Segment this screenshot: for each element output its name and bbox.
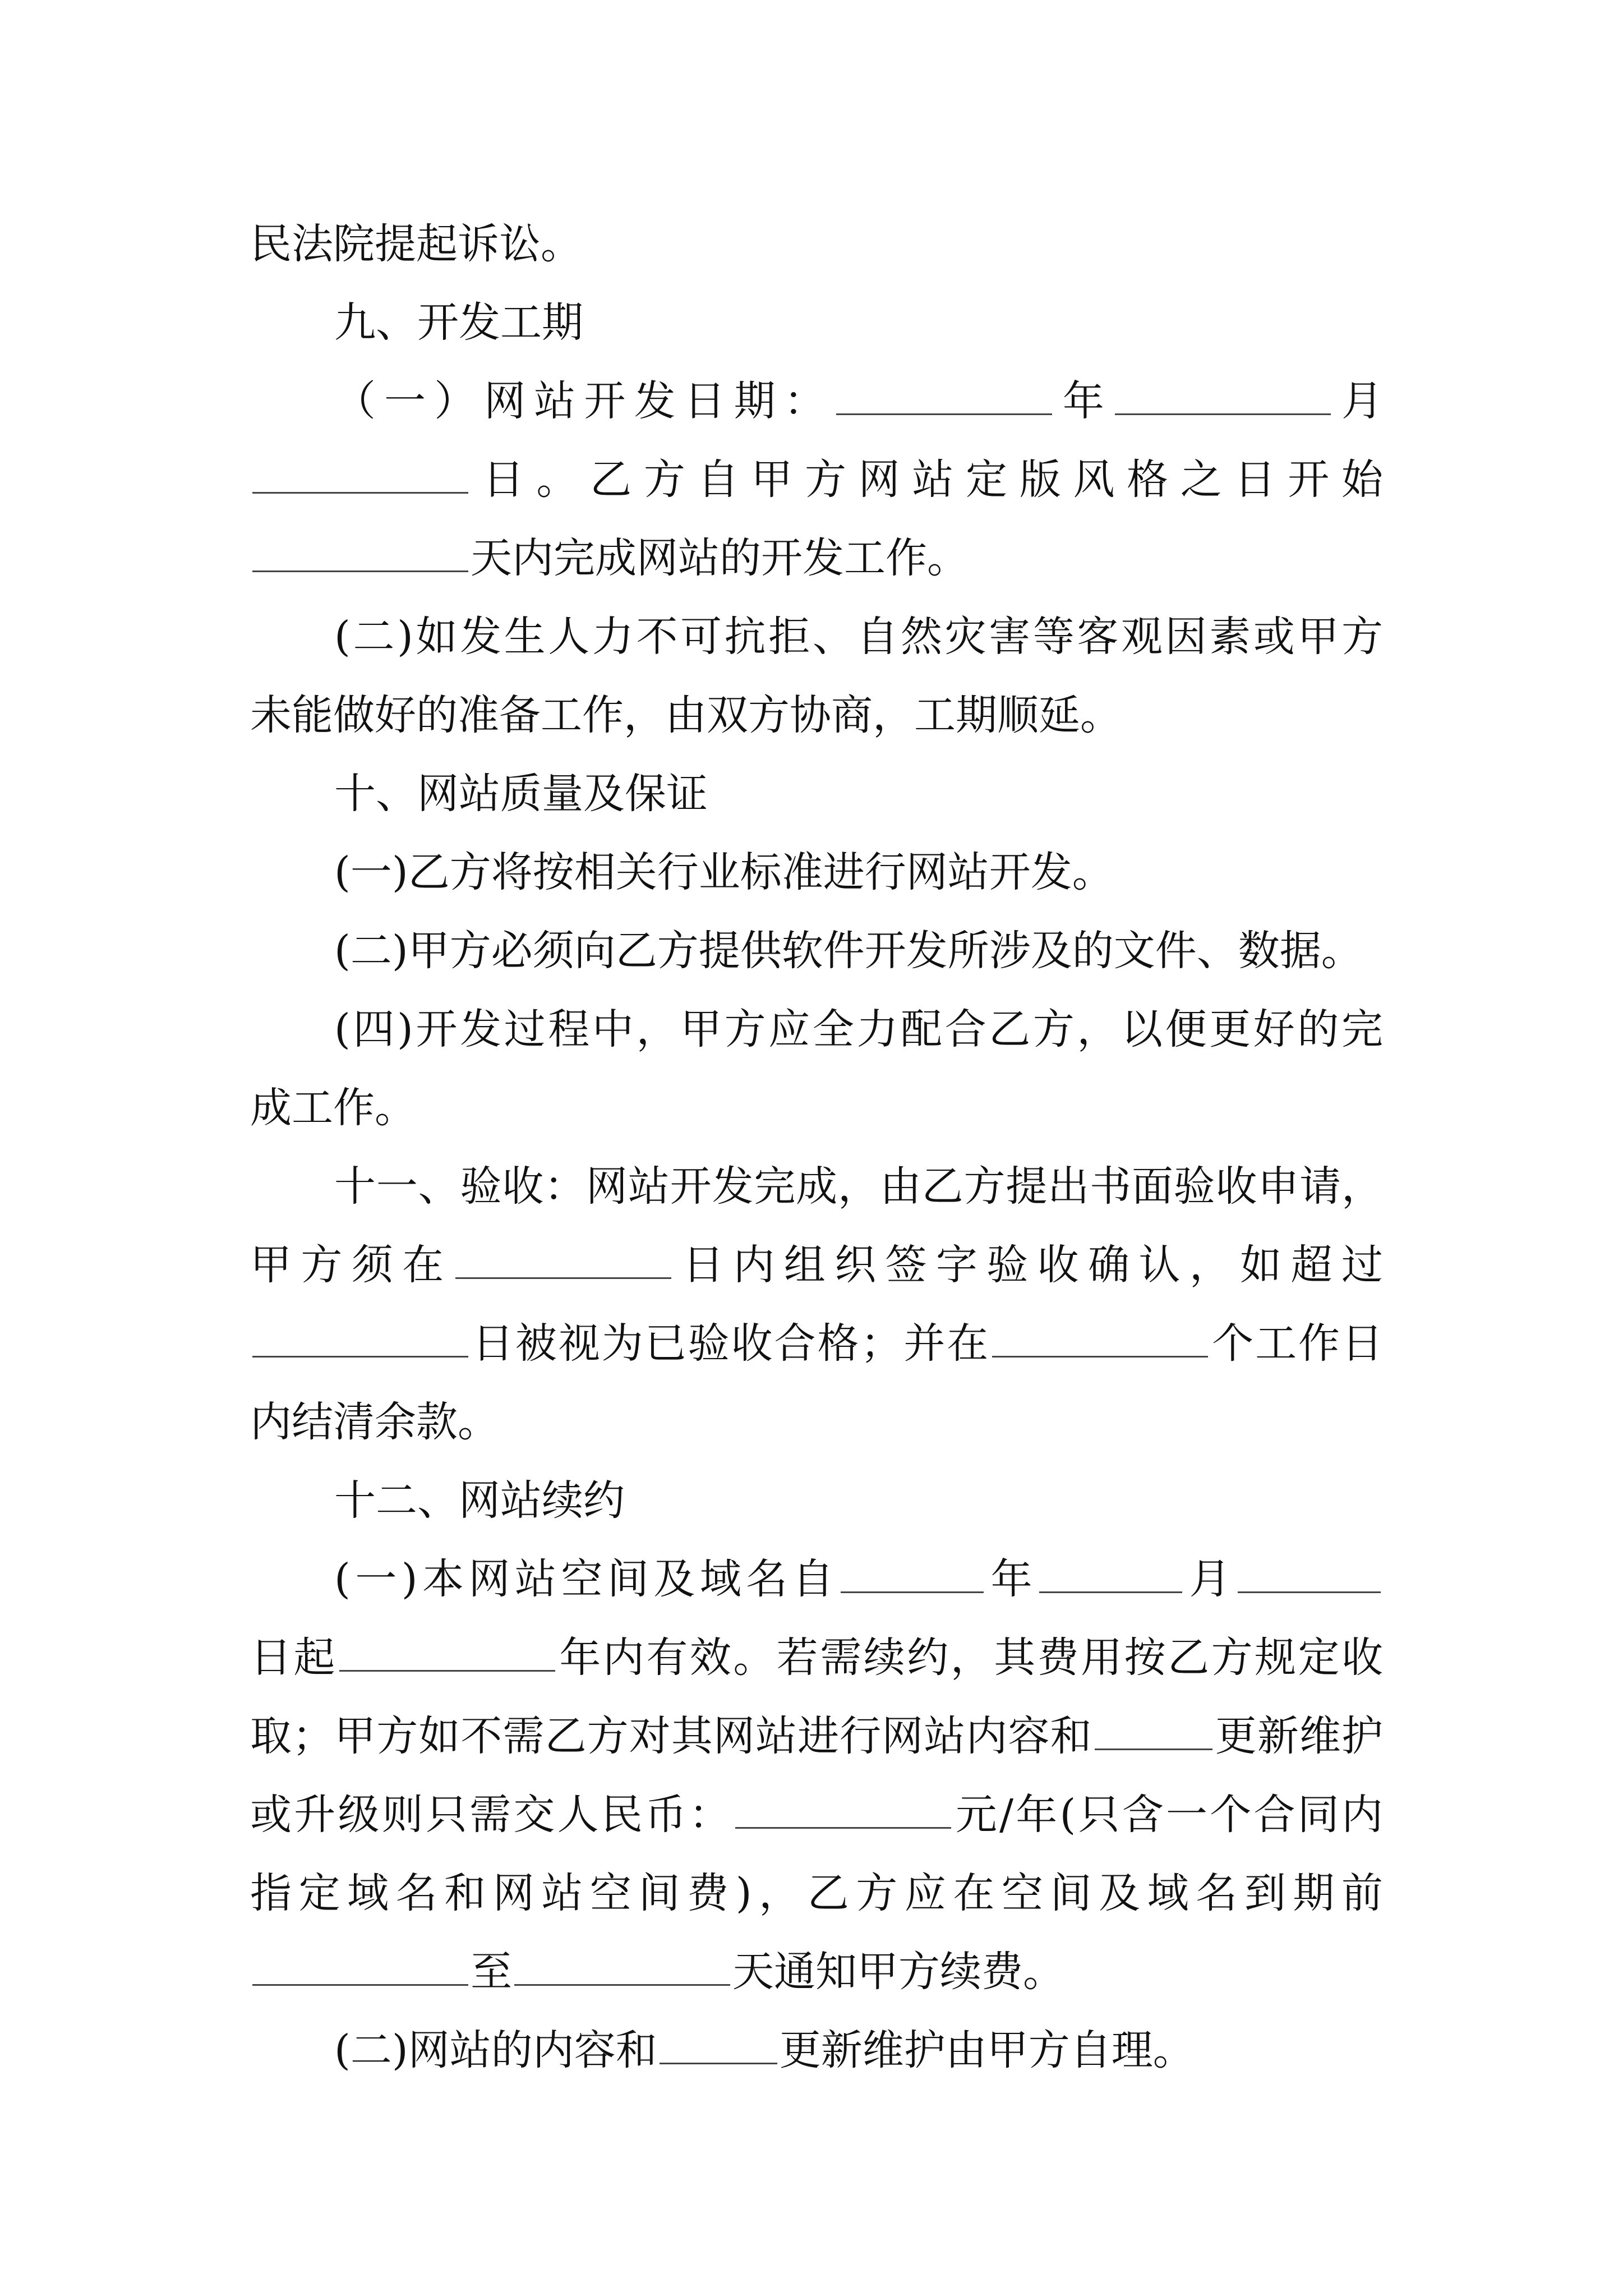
line-text: 月 <box>1184 1555 1235 1603</box>
line-text: (一)乙方将按相关行业标准进行网站开发。 <box>334 848 1114 896</box>
line-text: 日被视为已验收合格；并在 <box>471 1319 990 1368</box>
paragraph-line <box>334 912 1383 990</box>
line-text: 十一、验收：网站开发完成，由乙方提出书面验收申请， <box>334 1162 1383 1211</box>
paragraph-line <box>250 1697 1383 1775</box>
line-text: 年内有效。若需续约，其费用按乙方规定收 <box>557 1634 1383 1682</box>
fill-blank <box>1039 1552 1182 1593</box>
line-text: 或升级则只需交人民币： <box>250 1791 733 1839</box>
paragraph-line <box>250 1226 1383 1304</box>
line-text: (一)本网站空间及域名自 <box>334 1555 839 1603</box>
heading-text: 十、网站质量及保证 <box>334 770 708 818</box>
fill-blank <box>455 1238 671 1279</box>
paragraph-line <box>334 833 1383 912</box>
paragraph-line <box>250 1383 1383 1461</box>
fill-blank <box>836 374 1052 415</box>
line-text: 甲方须在 <box>250 1241 453 1289</box>
fill-blank <box>339 1631 555 1672</box>
fill-blank <box>252 1945 468 1986</box>
line-text: 年 <box>986 1555 1038 1603</box>
fill-blank <box>841 1552 984 1593</box>
line-text: 元/年(只含一个合同内 <box>953 1791 1383 1839</box>
line-text: (二)网站的内容和 <box>334 2026 657 2074</box>
fill-blank <box>660 2023 777 2064</box>
line-text: 至 <box>471 1948 512 1996</box>
line-text: 指定域名和网站空间费)，乙方应在空间及域名到期前 <box>250 1869 1383 1917</box>
line-text: 未能做好的准备工作，由双方协商，工期顺延。 <box>250 691 1122 739</box>
paragraph-line <box>250 1932 1383 2011</box>
paragraph-line <box>250 440 1383 519</box>
paragraph-line <box>334 362 1383 440</box>
line-text: 更新维护 <box>1214 1712 1383 1760</box>
line-text: 天通知甲方续费。 <box>732 1948 1064 1996</box>
paragraph-line <box>250 1618 1383 1697</box>
line-text: 月 <box>1332 377 1383 425</box>
section-heading <box>334 1461 1383 1540</box>
line-text: （一）网站开发日期： <box>334 377 834 425</box>
paragraph-line <box>334 1540 1383 1618</box>
line-text: 年 <box>1054 377 1113 425</box>
paragraph-line <box>250 519 1383 597</box>
paragraph-line <box>250 676 1383 754</box>
paragraph-line <box>250 205 1383 283</box>
fill-blank <box>252 531 468 572</box>
fill-blank <box>1238 1552 1381 1593</box>
line-text: 日起 <box>250 1634 337 1682</box>
line-text: (二)甲方必须向乙方提供软件开发所涉及的文件、数据。 <box>334 927 1363 975</box>
section-heading <box>334 754 1383 833</box>
paragraph-line <box>250 1775 1383 1854</box>
line-text: 日。乙方自甲方网站定版风格之日开始 <box>471 455 1383 504</box>
line-text: 内结清余款。 <box>250 1398 499 1446</box>
heading-text: 九、开发工期 <box>334 298 583 347</box>
line-text: (四)开发过程中，甲方应全力配合乙方，以便更好的完 <box>334 1005 1383 1053</box>
line-text: 天内完成网站的开发工作。 <box>471 534 969 582</box>
line-text: 取；甲方如不需乙方对其网站进行网站内容和 <box>250 1712 1092 1760</box>
fill-blank <box>252 453 468 494</box>
fill-blank <box>992 1317 1208 1358</box>
line-text: 日内组织签字验收确认，如超过 <box>673 1241 1383 1289</box>
line-text: 更新维护由甲方自理。 <box>779 2026 1195 2074</box>
paragraph-line <box>334 597 1383 676</box>
paragraph-line <box>334 990 1383 1069</box>
line-text: 个工作日 <box>1210 1319 1383 1368</box>
fill-blank <box>252 1317 468 1358</box>
fill-blank <box>735 1788 951 1829</box>
line-text: (二)如发生人力不可抗拒、自然灾害等客观因素或甲方 <box>334 613 1383 661</box>
paragraph-line <box>250 1304 1383 1383</box>
paragraph-line <box>334 1147 1383 1226</box>
fill-blank <box>1095 1709 1212 1750</box>
paragraph-line <box>250 1854 1383 1932</box>
paragraph-line <box>334 2011 1383 2090</box>
heading-text: 十二、网站续约 <box>334 1476 625 1525</box>
section-heading <box>334 283 1383 362</box>
line-text: 民法院提起诉讼。 <box>250 220 582 268</box>
fill-blank <box>1115 374 1331 415</box>
line-text: 成工作。 <box>250 1084 416 1132</box>
fill-blank <box>514 1945 730 1986</box>
paragraph-line <box>250 1069 1383 1147</box>
